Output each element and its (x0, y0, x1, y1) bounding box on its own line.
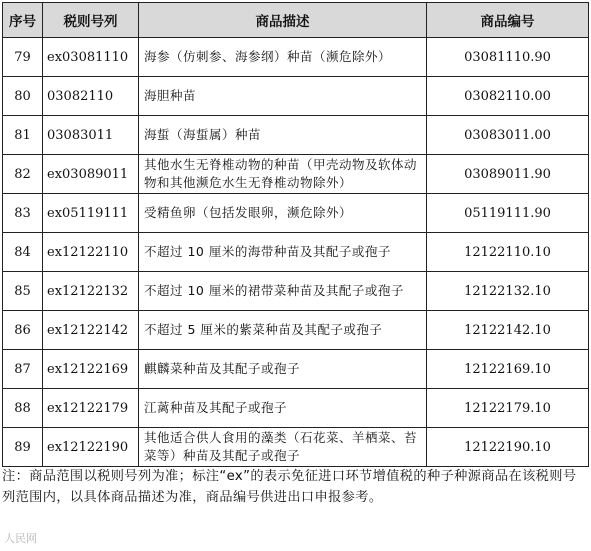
table-header-row (3, 3, 589, 38)
cell-tariff-code: 03083011 (43, 116, 139, 155)
cell-serial-no: 87 (3, 350, 43, 389)
cell-serial-no: 83 (3, 194, 43, 233)
cell-description: 不超过 5 厘米的紫菜种苗及其配子或孢子 (139, 311, 427, 350)
cell-description: 海参（仿刺参、海参纲）种苗（濒危除外） (139, 38, 427, 77)
cell-commodity-number: 03082110.00 (427, 77, 589, 116)
cell-tariff-code: 03082110 (43, 77, 139, 116)
cell-commodity-number: 03081110.90 (427, 38, 589, 77)
table-row (3, 272, 589, 311)
cell-description: 不超过 10 厘米的海带种苗及其配子或孢子 (139, 233, 427, 272)
cell-description: 海蜇（海蜇属）种苗 (139, 116, 427, 155)
table-row (3, 194, 589, 233)
cell-description: 不超过 10 厘米的裙带菜种苗及其配子或孢子 (139, 272, 427, 311)
cell-tariff-code: ex12122190 (43, 428, 139, 467)
header-description: 商品描述 (139, 3, 427, 38)
table-row (3, 77, 589, 116)
cell-serial-no: 79 (3, 38, 43, 77)
header-commodity-number: 商品编号 (427, 3, 589, 38)
watermark-text: 人民网 (4, 532, 37, 545)
cell-serial-no: 88 (3, 389, 43, 428)
cell-serial-no: 85 (3, 272, 43, 311)
cell-tariff-code: ex03081110 (43, 38, 139, 77)
cell-description: 麒麟菜种苗及其配子或孢子 (139, 350, 427, 389)
cell-commodity-number: 12122169.10 (427, 350, 589, 389)
tariff-table (2, 2, 589, 467)
cell-serial-no: 89 (3, 428, 43, 467)
watermark-logo (4, 530, 37, 546)
table-row (3, 350, 589, 389)
table-row (3, 116, 589, 155)
cell-commodity-number: 03083011.00 (427, 116, 589, 155)
table-row (3, 389, 589, 428)
cell-commodity-number: 12122179.10 (427, 389, 589, 428)
cell-tariff-code: ex12122179 (43, 389, 139, 428)
cell-commodity-number: 03089011.90 (427, 155, 589, 194)
cell-serial-no: 80 (3, 77, 43, 116)
cell-tariff-code: ex03089011 (43, 155, 139, 194)
header-serial-no: 序号 (3, 3, 43, 38)
cell-description: 受精鱼卵（包括发眼卵，濒危除外） (139, 194, 427, 233)
header-tariff-code: 税则号列 (43, 3, 139, 38)
cell-description: 江蓠种苗及其配子或孢子 (139, 389, 427, 428)
table-row (3, 428, 589, 467)
cell-commodity-number: 12122190.10 (427, 428, 589, 467)
cell-serial-no: 81 (3, 116, 43, 155)
cell-commodity-number: 12122132.10 (427, 272, 589, 311)
table-row (3, 311, 589, 350)
cell-serial-no: 84 (3, 233, 43, 272)
table-row (3, 155, 589, 194)
table-row (3, 38, 589, 77)
cell-description: 海胆种苗 (139, 77, 427, 116)
cell-commodity-number: 12122142.10 (427, 311, 589, 350)
cell-tariff-code: ex12122169 (43, 350, 139, 389)
cell-serial-no: 82 (3, 155, 43, 194)
cell-tariff-code: ex12122110 (43, 233, 139, 272)
cell-commodity-number: 05119111.90 (427, 194, 589, 233)
table-row (3, 233, 589, 272)
cell-serial-no: 86 (3, 311, 43, 350)
cell-description: 其他适合供人食用的藻类（石花菜、羊栖菜、苔菜等）种苗及其配子或孢子 (139, 428, 427, 467)
cell-tariff-code: ex12122132 (43, 272, 139, 311)
cell-description: 其他水生无脊椎动物的种苗（甲壳动物及软体动物和其他濒危水生无脊椎动物除外） (139, 155, 427, 194)
cell-commodity-number: 12122110.10 (427, 233, 589, 272)
cell-tariff-code: ex12122142 (43, 311, 139, 350)
table-body (3, 38, 589, 467)
tariff-table-container (2, 2, 588, 467)
cell-tariff-code: ex05119111 (43, 194, 139, 233)
footnote: 注：商品范围以税则号列为准；标注“ex”的表示免征进口环节增值税的种子种源商品在该税则号列范围内，以具体商品描述为准，商品编号供进出口申报参考。 (2, 469, 577, 505)
